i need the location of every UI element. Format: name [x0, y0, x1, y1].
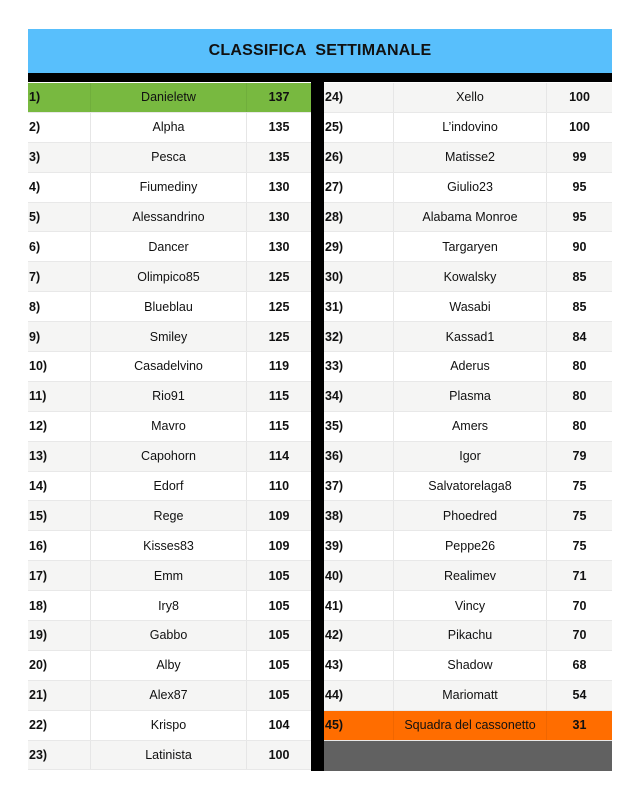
standings-row: [324, 262, 612, 292]
standings-row: [28, 352, 311, 382]
rank-cell: 1): [28, 83, 91, 112]
standings-row: [324, 711, 612, 741]
player-name-cell: Kowalsky: [394, 262, 547, 291]
player-name-cell: Vincy: [394, 591, 547, 620]
player-name-cell: Alpha: [91, 113, 247, 142]
rank-cell: 20): [28, 651, 91, 680]
rank-cell: 42): [324, 621, 394, 650]
rank-cell: 11): [28, 382, 91, 411]
standings-row: [324, 83, 612, 113]
empty-filler-row: [324, 741, 612, 771]
player-name-cell: Pikachu: [394, 621, 547, 650]
player-name-cell: Squadra del cassonetto: [394, 711, 547, 740]
rank-cell: 44): [324, 681, 394, 710]
points-cell: 70: [572, 628, 587, 643]
standings-row: [324, 681, 612, 711]
player-name-cell: Amers: [394, 412, 547, 441]
rank-cell: 36): [324, 442, 394, 471]
rank-cell: 4): [28, 173, 91, 202]
standings-row: [28, 262, 311, 292]
standings-row: [324, 322, 612, 352]
standings-row: [324, 651, 612, 681]
points-cell: 100: [569, 120, 590, 135]
player-name-cell: Alessandrino: [91, 203, 247, 232]
rank-cell: 32): [324, 322, 394, 351]
player-name-cell: Kassad1: [394, 322, 547, 351]
points-cell: 100: [569, 90, 590, 105]
rank-cell: 43): [324, 651, 394, 680]
rank-cell: 9): [28, 322, 91, 351]
rank-cell: 33): [324, 352, 394, 381]
points-cell: 137: [268, 90, 290, 105]
standings-row: [28, 232, 311, 262]
points-cell: 119: [268, 359, 290, 374]
player-name-cell: Peppe26: [394, 531, 547, 560]
points-cell: 105: [268, 598, 290, 613]
standings-row: [28, 143, 311, 173]
points-cell: 79: [572, 449, 587, 464]
header-divider-bar: [28, 73, 612, 82]
player-name-cell: Rio91: [91, 382, 247, 411]
standings-row: [28, 621, 311, 651]
standings-row: [324, 382, 612, 412]
player-name-cell: Edorf: [91, 472, 247, 501]
standings-row: [28, 322, 311, 352]
points-cell: 68: [572, 658, 587, 673]
page-title: CLASSIFICA SETTIMANALE: [28, 29, 612, 73]
rank-cell: 28): [324, 203, 394, 232]
standings-row: [324, 113, 612, 143]
rank-cell: 15): [28, 501, 91, 530]
rank-cell: 26): [324, 143, 394, 172]
rank-cell: 41): [324, 591, 394, 620]
standings-row: [324, 531, 612, 561]
points-cell: 31: [572, 718, 587, 733]
points-cell: 95: [572, 210, 587, 224]
rank-cell: 22): [28, 711, 91, 740]
standings-row: [28, 561, 311, 591]
standings-row: [324, 442, 612, 472]
player-name-cell: Alby: [91, 651, 247, 680]
rank-cell: 39): [324, 531, 394, 560]
standings-row: [324, 292, 612, 322]
player-name-cell: L’indovino: [394, 113, 547, 142]
standings-row: [28, 531, 311, 561]
points-cell: 114: [268, 449, 290, 464]
rank-cell: 40): [324, 561, 394, 590]
rank-cell: 14): [28, 472, 91, 501]
points-cell: 110: [268, 479, 290, 494]
points-cell: 105: [268, 628, 290, 643]
standings-table-right: [324, 83, 612, 771]
points-cell: 75: [572, 538, 587, 553]
standings-row: [324, 591, 612, 621]
standings-row: [28, 412, 311, 442]
player-name-cell: Mariomatt: [394, 681, 547, 710]
standings-row: [28, 382, 311, 412]
player-name-cell: Mavro: [91, 412, 247, 441]
standings-row: [28, 741, 311, 771]
points-cell: 80: [572, 419, 587, 434]
rank-cell: 24): [324, 83, 394, 112]
rank-cell: 37): [324, 472, 394, 501]
standings-row: [324, 232, 612, 262]
player-name-cell: Alex87: [91, 681, 247, 710]
points-cell: 105: [268, 658, 290, 673]
rank-cell: 27): [324, 173, 394, 202]
standings-row: [28, 173, 311, 203]
rank-cell: 23): [28, 741, 91, 770]
standings-row: [28, 113, 311, 143]
points-cell: 85: [572, 299, 587, 314]
points-cell: 71: [572, 568, 587, 583]
points-cell: 105: [268, 568, 290, 583]
rank-cell: 10): [28, 352, 91, 381]
rank-cell: 19): [28, 621, 91, 650]
player-name-cell: Krispo: [91, 711, 247, 740]
player-name-cell: Casadelvino: [91, 352, 247, 381]
rank-cell: 38): [324, 501, 394, 530]
points-cell: 75: [572, 479, 587, 494]
player-name-cell: Rege: [91, 501, 247, 530]
points-cell: 70: [572, 598, 587, 613]
points-cell: 125: [268, 269, 290, 284]
standings-row: [324, 472, 612, 502]
standings-row: [28, 681, 311, 711]
standings-row: [28, 591, 311, 621]
rank-cell: 3): [28, 143, 91, 172]
player-name-cell: Giulio23: [394, 173, 547, 202]
rank-cell: 13): [28, 442, 91, 471]
standings-row: [324, 352, 612, 382]
points-cell: 115: [268, 389, 290, 404]
points-cell: 130: [268, 210, 290, 224]
player-name-cell: Iry8: [91, 591, 247, 620]
points-cell: 130: [268, 180, 290, 195]
points-cell: 99: [572, 150, 587, 165]
player-name-cell: Blueblau: [91, 292, 247, 321]
rank-cell: 45): [324, 711, 394, 740]
points-cell: 90: [572, 239, 587, 254]
points-cell: 85: [572, 269, 587, 284]
player-name-cell: Latinista: [91, 741, 247, 770]
points-cell: 115: [268, 419, 290, 434]
player-name-cell: Fiumediny: [91, 173, 247, 202]
points-cell: 80: [572, 389, 587, 404]
points-cell: 135: [268, 150, 290, 165]
rank-cell: 30): [324, 262, 394, 291]
rank-cell: 7): [28, 262, 91, 291]
standings-row: [324, 203, 612, 233]
points-cell: 75: [572, 508, 587, 523]
player-name-cell: Alabama Monroe: [394, 203, 547, 232]
points-cell: 104: [268, 718, 290, 733]
rank-cell: 8): [28, 292, 91, 321]
rank-cell: 6): [28, 232, 91, 261]
player-name-cell: Danieletw: [91, 83, 247, 112]
player-name-cell: Emm: [91, 561, 247, 590]
rank-cell: 2): [28, 113, 91, 142]
player-name-cell: Olimpico85: [91, 262, 247, 291]
points-cell: 100: [268, 748, 290, 763]
rank-cell: 16): [28, 531, 91, 560]
player-name-cell: Aderus: [394, 352, 547, 381]
standings-row: [324, 173, 612, 203]
standings-row: [324, 412, 612, 442]
player-name-cell: Dancer: [91, 232, 247, 261]
player-name-cell: Phoedred: [394, 501, 547, 530]
standings-table-left: [28, 83, 311, 770]
player-name-cell: Plasma: [394, 382, 547, 411]
points-cell: 84: [572, 329, 587, 344]
rank-cell: 31): [324, 292, 394, 321]
player-name-cell: Xello: [394, 83, 547, 112]
standings-row: [28, 711, 311, 741]
rank-cell: 35): [324, 412, 394, 441]
player-name-cell: Kisses83: [91, 531, 247, 560]
points-cell: 130: [268, 239, 290, 254]
column-divider: [311, 82, 324, 771]
rank-cell: 5): [28, 203, 91, 232]
standings-row: [28, 203, 311, 233]
standings-row: [28, 472, 311, 502]
player-name-cell: Gabbo: [91, 621, 247, 650]
rank-cell: 18): [28, 591, 91, 620]
points-cell: 125: [268, 299, 290, 314]
points-cell: 125: [268, 329, 290, 344]
rank-cell: 12): [28, 412, 91, 441]
points-cell: 105: [268, 688, 290, 703]
player-name-cell: Wasabi: [394, 292, 547, 321]
standings-row: [324, 501, 612, 531]
standings-row: [324, 621, 612, 651]
player-name-cell: Igor: [394, 442, 547, 471]
rank-cell: 21): [28, 681, 91, 710]
player-name-cell: Salvatorelaga8: [394, 472, 547, 501]
player-name-cell: Targaryen: [394, 232, 547, 261]
standings-row: [28, 292, 311, 322]
rank-cell: 34): [324, 382, 394, 411]
points-cell: 109: [268, 508, 290, 523]
player-name-cell: Realimev: [394, 561, 547, 590]
points-cell: 54: [572, 688, 587, 703]
points-cell: 95: [572, 180, 587, 195]
player-name-cell: Capohorn: [91, 442, 247, 471]
standings-row: [324, 561, 612, 591]
standings-row: [28, 501, 311, 531]
player-name-cell: Shadow: [394, 651, 547, 680]
standings-row: [324, 143, 612, 173]
points-cell: 135: [268, 120, 290, 135]
player-name-cell: Pesca: [91, 143, 247, 172]
points-cell: 80: [572, 359, 587, 374]
rank-cell: 29): [324, 232, 394, 261]
standings-row: [28, 651, 311, 681]
points-cell: 109: [268, 538, 290, 553]
rank-cell: 17): [28, 561, 91, 590]
player-name-cell: Matisse2: [394, 143, 547, 172]
rank-cell: 25): [324, 113, 394, 142]
player-name-cell: Smiley: [91, 322, 247, 351]
standings-row: [28, 83, 311, 113]
standings-row: [28, 442, 311, 472]
